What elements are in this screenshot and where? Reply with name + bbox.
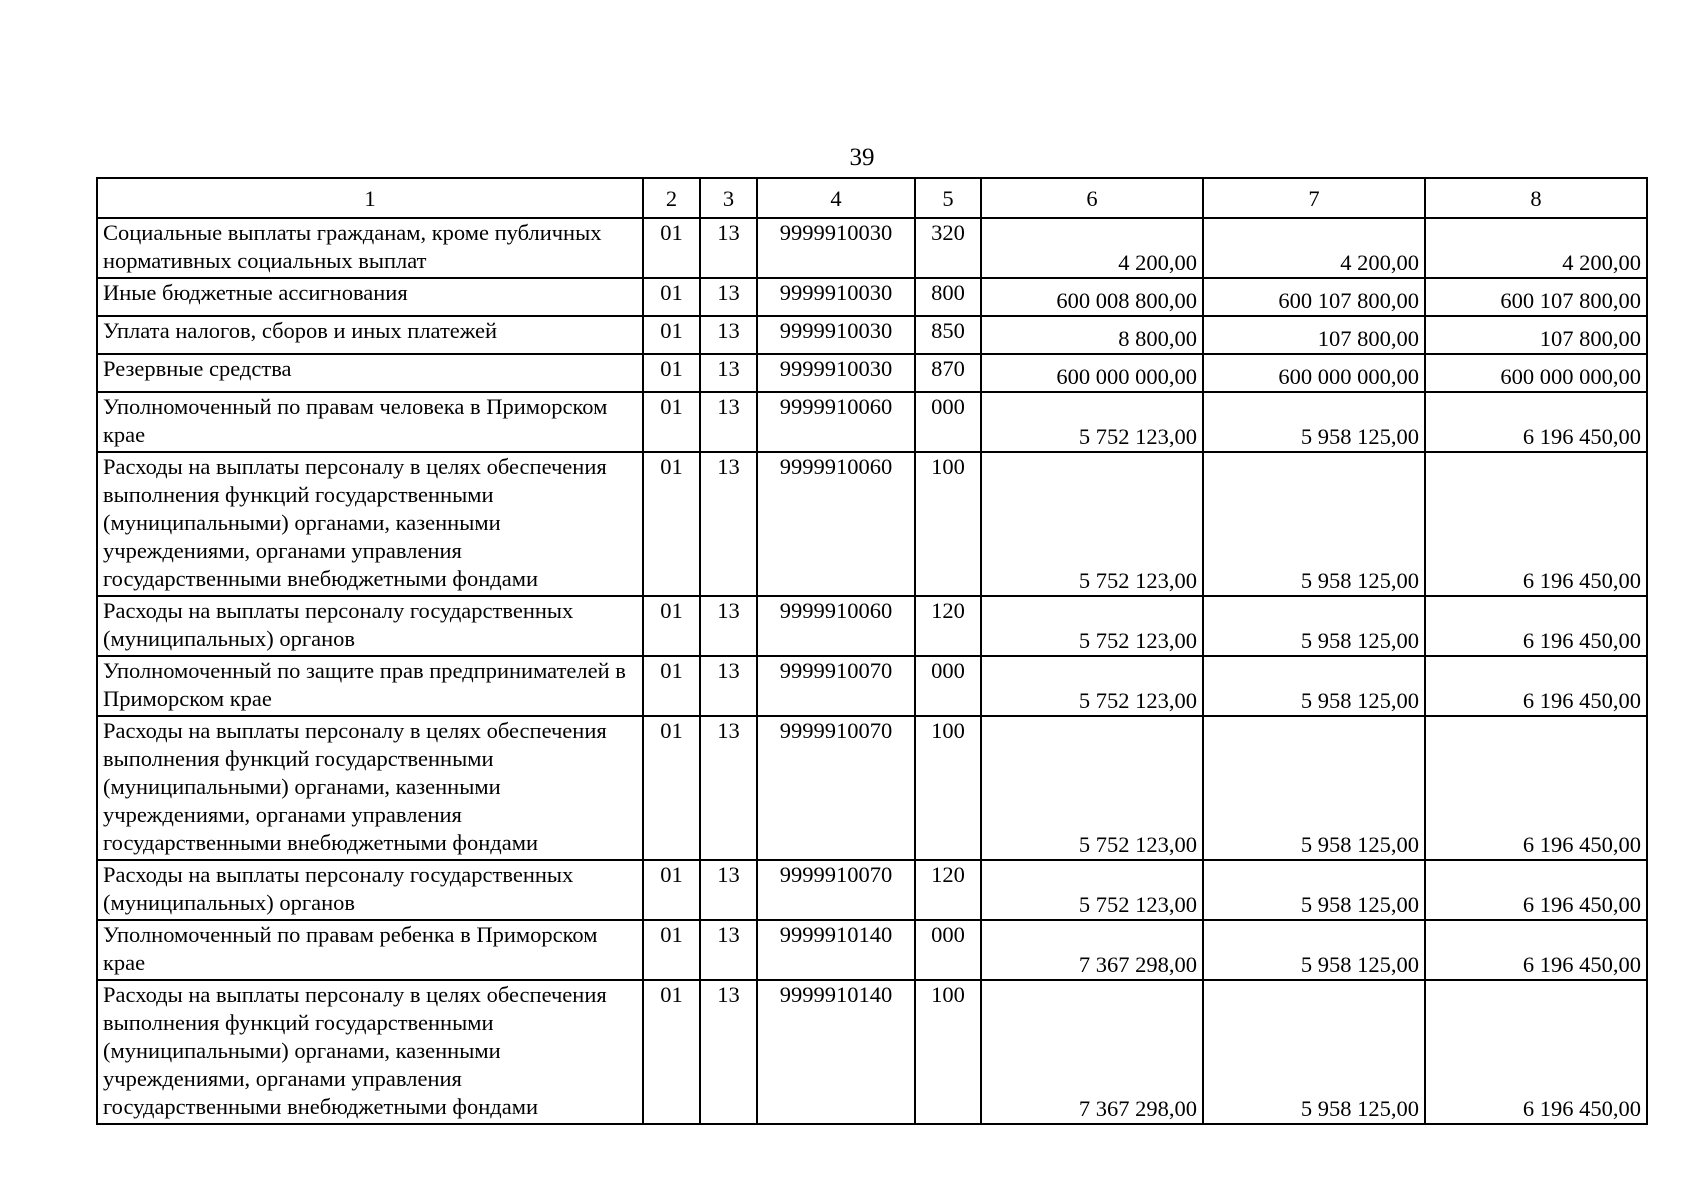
row-amount-col6: 7 367 298,00 xyxy=(981,980,1203,1124)
row-subsection-code: 13 xyxy=(700,218,757,278)
row-name: Расходы на выплаты персоналу в целях обеспечения выполнения функций государственными (муниципальными) органами, казенными учреждениями, органами управления государственными внебюджетными фондами xyxy=(97,716,643,860)
row-amount-col7: 600 000 000,00 xyxy=(1203,354,1425,392)
column-header-1: 1 xyxy=(97,178,643,218)
row-expense-type-code: 100 xyxy=(915,452,981,596)
row-name: Расходы на выплаты персоналу государственных (муниципальных) органов xyxy=(97,596,643,656)
row-subsection-code: 13 xyxy=(700,452,757,596)
row-subsection-code: 13 xyxy=(700,980,757,1124)
row-target-code: 9999910070 xyxy=(757,716,915,860)
table-row xyxy=(97,354,1647,392)
row-target-code: 9999910060 xyxy=(757,452,915,596)
row-expense-type-code: 120 xyxy=(915,596,981,656)
row-subsection-code: 13 xyxy=(700,596,757,656)
row-amount-col8: 6 196 450,00 xyxy=(1425,596,1647,656)
table-row xyxy=(97,596,1647,656)
table-row xyxy=(97,656,1647,716)
row-section-code: 01 xyxy=(643,716,700,860)
row-name: Иные бюджетные ассигнования xyxy=(97,278,643,316)
row-subsection-code: 13 xyxy=(700,316,757,354)
row-amount-col8: 6 196 450,00 xyxy=(1425,920,1647,980)
row-name: Расходы на выплаты персоналу государственных (муниципальных) органов xyxy=(97,860,643,920)
row-section-code: 01 xyxy=(643,596,700,656)
row-target-code: 9999910030 xyxy=(757,316,915,354)
row-amount-col6: 5 752 123,00 xyxy=(981,452,1203,596)
row-section-code: 01 xyxy=(643,278,700,316)
row-amount-col7: 5 958 125,00 xyxy=(1203,716,1425,860)
row-amount-col8: 107 800,00 xyxy=(1425,316,1647,354)
column-header-2: 2 xyxy=(643,178,700,218)
row-amount-col6: 600 008 800,00 xyxy=(981,278,1203,316)
row-amount-col7: 5 958 125,00 xyxy=(1203,392,1425,452)
table-row xyxy=(97,860,1647,920)
row-amount-col8: 6 196 450,00 xyxy=(1425,392,1647,452)
table-row xyxy=(97,980,1647,1124)
row-amount-col6: 5 752 123,00 xyxy=(981,596,1203,656)
row-name: Расходы на выплаты персоналу в целях обеспечения выполнения функций государственными (муниципальными) органами, казенными учреждениями, органами управления государственными внебюджетными фондами xyxy=(97,980,643,1124)
row-expense-type-code: 000 xyxy=(915,392,981,452)
row-subsection-code: 13 xyxy=(700,392,757,452)
row-target-code: 9999910070 xyxy=(757,656,915,716)
row-amount-col8: 6 196 450,00 xyxy=(1425,452,1647,596)
row-target-code: 9999910070 xyxy=(757,860,915,920)
row-amount-col7: 5 958 125,00 xyxy=(1203,980,1425,1124)
row-amount-col7: 107 800,00 xyxy=(1203,316,1425,354)
row-target-code: 9999910060 xyxy=(757,392,915,452)
row-amount-col7: 5 958 125,00 xyxy=(1203,920,1425,980)
row-section-code: 01 xyxy=(643,218,700,278)
row-target-code: 9999910060 xyxy=(757,596,915,656)
row-expense-type-code: 850 xyxy=(915,316,981,354)
row-name: Расходы на выплаты персоналу в целях обеспечения выполнения функций государственными (муниципальными) органами, казенными учреждениями, органами управления государственными внебюджетными фондами xyxy=(97,452,643,596)
row-amount-col7: 4 200,00 xyxy=(1203,218,1425,278)
row-section-code: 01 xyxy=(643,920,700,980)
row-amount-col6: 7 367 298,00 xyxy=(981,920,1203,980)
budget-table xyxy=(96,177,1648,1125)
row-amount-col6: 5 752 123,00 xyxy=(981,656,1203,716)
row-amount-col7: 5 958 125,00 xyxy=(1203,452,1425,596)
row-amount-col6: 600 000 000,00 xyxy=(981,354,1203,392)
column-header-6: 6 xyxy=(981,178,1203,218)
row-expense-type-code: 800 xyxy=(915,278,981,316)
column-header-8: 8 xyxy=(1425,178,1647,218)
row-name: Социальные выплаты гражданам, кроме публичных нормативных социальных выплат xyxy=(97,218,643,278)
row-amount-col8: 6 196 450,00 xyxy=(1425,980,1647,1124)
column-header-4: 4 xyxy=(757,178,915,218)
row-expense-type-code: 000 xyxy=(915,920,981,980)
row-expense-type-code: 100 xyxy=(915,716,981,860)
row-amount-col7: 5 958 125,00 xyxy=(1203,860,1425,920)
row-subsection-code: 13 xyxy=(700,716,757,860)
row-section-code: 01 xyxy=(643,860,700,920)
row-target-code: 9999910140 xyxy=(757,920,915,980)
row-expense-type-code: 100 xyxy=(915,980,981,1124)
row-name: Уполномоченный по правам ребенка в Приморском крае xyxy=(97,920,643,980)
row-section-code: 01 xyxy=(643,354,700,392)
table-row xyxy=(97,452,1647,596)
row-expense-type-code: 000 xyxy=(915,656,981,716)
row-expense-type-code: 120 xyxy=(915,860,981,920)
row-section-code: 01 xyxy=(643,392,700,452)
row-amount-col8: 600 107 800,00 xyxy=(1425,278,1647,316)
row-subsection-code: 13 xyxy=(700,656,757,716)
row-amount-col8: 600 000 000,00 xyxy=(1425,354,1647,392)
row-amount-col6: 5 752 123,00 xyxy=(981,860,1203,920)
row-expense-type-code: 320 xyxy=(915,218,981,278)
row-name: Резервные средства xyxy=(97,354,643,392)
row-target-code: 9999910030 xyxy=(757,218,915,278)
row-name: Уполномоченный по правам человека в Приморском крае xyxy=(97,392,643,452)
row-section-code: 01 xyxy=(643,656,700,716)
row-amount-col8: 6 196 450,00 xyxy=(1425,860,1647,920)
row-amount-col6: 8 800,00 xyxy=(981,316,1203,354)
table-row xyxy=(97,316,1647,354)
row-amount-col6: 5 752 123,00 xyxy=(981,716,1203,860)
row-amount-col8: 4 200,00 xyxy=(1425,218,1647,278)
row-section-code: 01 xyxy=(643,980,700,1124)
row-subsection-code: 13 xyxy=(700,860,757,920)
row-section-code: 01 xyxy=(643,316,700,354)
row-subsection-code: 13 xyxy=(700,354,757,392)
row-subsection-code: 13 xyxy=(700,278,757,316)
table-row xyxy=(97,392,1647,452)
row-section-code: 01 xyxy=(643,452,700,596)
table-row xyxy=(97,218,1647,278)
row-amount-col7: 5 958 125,00 xyxy=(1203,596,1425,656)
row-amount-col8: 6 196 450,00 xyxy=(1425,716,1647,860)
row-amount-col7: 600 107 800,00 xyxy=(1203,278,1425,316)
column-header-3: 3 xyxy=(700,178,757,218)
column-header-5: 5 xyxy=(915,178,981,218)
row-amount-col6: 5 752 123,00 xyxy=(981,392,1203,452)
row-target-code: 9999910030 xyxy=(757,354,915,392)
row-target-code: 9999910030 xyxy=(757,278,915,316)
page-number: 39 xyxy=(849,144,875,171)
row-target-code: 9999910140 xyxy=(757,980,915,1124)
table-row xyxy=(97,716,1647,860)
column-header-7: 7 xyxy=(1203,178,1425,218)
row-name: Уплата налогов, сборов и иных платежей xyxy=(97,316,643,354)
table-row xyxy=(97,920,1647,980)
column-number-row xyxy=(97,178,1647,218)
row-subsection-code: 13 xyxy=(700,920,757,980)
row-amount-col6: 4 200,00 xyxy=(981,218,1203,278)
row-expense-type-code: 870 xyxy=(915,354,981,392)
row-amount-col8: 6 196 450,00 xyxy=(1425,656,1647,716)
row-name: Уполномоченный по защите прав предпринимателей в Приморском крае xyxy=(97,656,643,716)
row-amount-col7: 5 958 125,00 xyxy=(1203,656,1425,716)
table-row xyxy=(97,278,1647,316)
